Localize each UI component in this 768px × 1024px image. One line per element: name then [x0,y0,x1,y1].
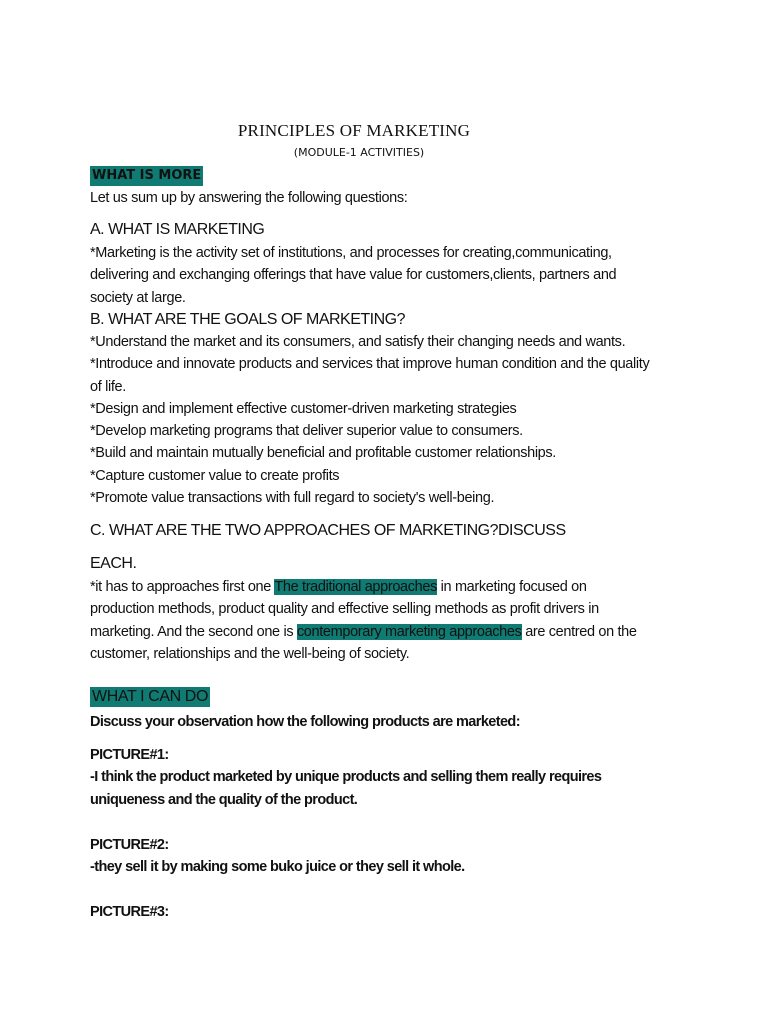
section-c-text: are centred on the [521,623,637,640]
section-b-line: of life. [90,378,126,395]
section-c-line [90,621,690,643]
answer-line: uniqueness and the quality of the product. [90,792,358,808]
what-i-can-do-tag: WHAT I CAN DO [92,688,208,705]
picture-1-label: PICTURE#1: [90,747,169,763]
section-c-text: in marketing focused on [437,579,587,595]
section-c-body [90,576,690,665]
section-b-heading: B. WHAT ARE THE GOALS OF MARKETING? [90,311,406,328]
section-a-line: society at large. [90,289,186,306]
section-b-line: *Introduce and innovate products and services that improve human condition and the quality [90,356,650,373]
section-c-heading-line2: EACH. [90,555,137,572]
picture-2-label: PICTURE#2: [90,837,169,853]
section-c-text: marketing. And the second one is [90,623,297,640]
section-c-line: customer, relationships and the well-being of society. [90,645,410,662]
traditional-approaches-highlight: The traditional approaches [274,579,437,595]
section-b-line: *Promote value transactions with full regard to society's well-being. [90,490,495,507]
document-subtitle: (MODULE-1 ACTIVITIES) [293,146,425,159]
document-title: PRINCIPLES OF MARKETING [237,121,471,140]
section-a-body [90,242,690,309]
section-a-heading: A. WHAT IS MARKETING [90,221,265,238]
section-b-line: *Design and implement effective customer-driven marketing strategies [90,400,517,417]
picture-2-answer: -they sell it by making some buko juice or they sell it whole. [90,859,465,875]
picture-3-label: PICTURE#3: [90,904,169,920]
section-b-line: *Develop marketing programs that deliver superior value to consumers. [90,423,523,440]
section-c-line: production methods, product quality and effective selling methods as profit drivers in [90,601,599,618]
answer-line: -I think the product marketed by unique products and selling them really requires [90,769,602,785]
section-b-line: *Build and maintain mutually beneficial and profitable customer relationships. [90,445,556,462]
picture-1-answer [90,766,601,812]
section-b-line: *Capture customer value to create profits [90,467,340,484]
what-i-can-do-prompt: Discuss your observation how the following products are marketed: [90,714,520,730]
section-a-line: *Marketing is the activity set of institutions, and processes for creating,communicating, [90,245,612,261]
what-is-more-intro: Let us sum up by answering the following questions: [90,190,408,206]
section-c-line [90,576,690,598]
contemporary-approaches-highlight: contemporary marketing approaches [296,623,522,640]
section-c-text: *it has to approaches first one [90,579,275,595]
section-b-line: *Understand the market and its consumers, and satisfy their changing needs and wants. [90,334,626,350]
what-is-more-tag: WHAT IS MORE [90,166,203,186]
section-c-heading-line1: C. WHAT ARE THE TWO APPROACHES OF MARKETING?DISCUSS [90,522,566,539]
section-a-line: delivering and exchanging offerings that have value for customers,clients, partners and [90,267,617,284]
section-b-body [90,331,690,509]
